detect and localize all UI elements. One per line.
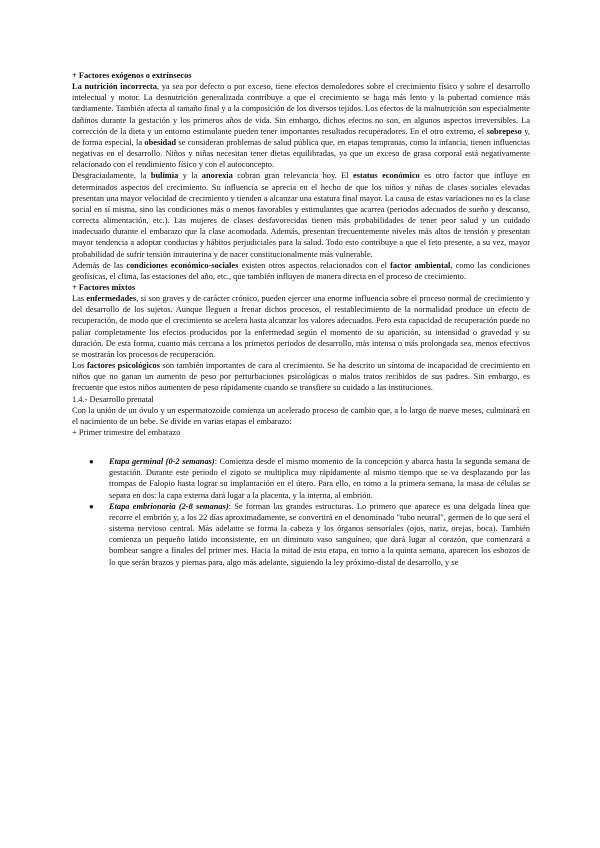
bullet-icon: ●: [89, 501, 94, 511]
paragraph-environment: Además de las condiciones económico-sociales existen otros aspectos relacionados con el factor ambiental, como las condiciones geofísicas, el clima, las estaciones del año, etc., que también influyen de manera directa en el proceso de crecimiento.: [72, 260, 531, 281]
list-item-embryonic: [72, 501, 530, 568]
stage-text-embryonic: : Se forman las grandes estructuras. Lo primero que aparece es una delgada línea que recorre el embrión y, a los 22 días aproximadamente, se convertirá en el denominado "tubo neutral", germen de lo que será el sistema nervioso central. Más adelante se forma la cabeza y los órganos sensoriales (ojos, nariz, orejas, boca). También comienza un pequeño latido inconsistente, en un diminuto vaso sanguíneo, que dará lugar al corazón, que comenzará a bombear sangre a finales del primer mes. Hacia la mitad de esta etapa, en torno a la quinta semana, aparecen los esbozos de lo que serán brazos y piernas para, algo más adelante, siguiendo la ley próximo-distal de desarrollo, y se: [109, 501, 531, 567]
term-diseases: enfermedades: [86, 294, 137, 304]
term-environmental: factor ambiental: [390, 260, 451, 270]
term-economic-status: estatus económico: [352, 171, 420, 181]
paragraph-diseases: Las enfermedades, si son graves y de carácter crónico, pueden ejercer una enorme influencia sobre el proceso normal de crecimiento y del desarrollo de los sujetos. Aunque lleguen a frenar dichos procesos, el restablecimiento de la normalidad produce un efecto de recuperación, de modo que el crecimiento se acelera hasta alcanzar los valores adecuados. Pero esta capacidad de recuperación puede no paliar completamente los efectos producidos por la enfermedad según el momento de su aparición, su intensidad o gravedad y su duración. De esta forma, cuanto más cercana a los primeros periodos de desarrollo, más intensa o más prolongada sea, menos efectivos se mostrarán los procesos de recuperación.: [72, 294, 530, 359]
list-item-germinal: [72, 456, 530, 501]
stage-title-germinal: Etapa germinal (0-2 semanas): [109, 457, 215, 467]
subheading-first-trimester: + Primer trimestre del embarazo: [72, 428, 181, 437]
paragraph-nutrition: La nutrición incorrecta, ya sea por defecto o por exceso, tiene efectos demoledores sobre el crecimiento físico y sobre el desarrollo intelectual y motor. La desnutrición generalizada contribuye a que el crecimiento se haga más lento y la pubertad comience más tardiamente. También afecta al tamaño final y a la composición de los diversos tejidos. Los efectos de la malnutrición son especialmente dañinos durante la gestación y los primeros años de vida. Sin embargo, dichos efectos no son, en algunos aspectos irreversibles. La corrección de la dieta y un entorno estimulante pueden tener importantes resultados recuperadores. En el otro extremo, el sobrepeso y, de forma especial, la obesidad se consideran problemas de salud pública que, en etapas tempranas, como la infancia, tienen influencias negativas en el desarrollo. Niños y niñas necesitan tener dietas equilibradas, ya que un exceso de grasa corporal está negativamente relacionado con el rendimiento físico y con el autoconcepto.: [72, 82, 530, 170]
paragraph-psychological: Los factores psicológicos son también importantes de cara al crecimiento. Se ha descrito un síntoma de incapacidad de crecimiento en niños que no ganan un aumento de peso por perturbaciones psicológicas o malos tratos recibidos de sus padres. Sin embargo, es frecuente que estos niños aumenten de peso rápidamente cuando se transfiere su cuidado a las instituciones.: [72, 361, 530, 393]
document-body: [72, 70, 530, 568]
spacer: [72, 438, 530, 450]
term-psychological: factores psicológicos: [87, 361, 160, 371]
paragraph-prenatal-intro: Con la unión de un óvulo y un espermatozoide comienza un acelerado proceso de cambio que, a lo largo de nueve meses, culminará en el nacimiento de un bebe. Se divide en varias etapas el embarazo:: [72, 405, 530, 426]
term-nutrition: La nutrición incorrecta: [72, 82, 157, 92]
term-bulimia: bulimia: [150, 171, 179, 181]
paragraph-economic-status: Desgraciadamente, la bulimia y la anorexia cobran gran relevancia hoy. El estatus económico es otro factor que influye en determinados aspectos del crecimiento. Su influencia se aprecia en el hecho de que los niños y niñas de clases sociales elevadas presentan una mayor velocidad de crecimiento y tienden a alcanzar una estatura final mayor. La causa de estas variaciones no es la clase social en sí misma, sino las condiciones más o menos favorables y estimulantes que acarrea (periodos adecuados de sueño y descanso, correcta alimentación, etc.). Las mujeres de clases desfavorecidas tienen más probabilidades de tener peor salud y un cuidado inadecuado durante el embarazo que la clase acomodada. Además, presentan frecuentemente niveles más altos de tensión y presentan mayor tendencia a adoptar conductas y hábitos perjudiciales para la salud. Todo esto contribuye a que el feto presente, a su vez, mayor probabilidad de sufrir tensión intrauterina y de nacer constitucionalmente más vulnerable.: [72, 171, 530, 259]
term-overweight: sobrepeso: [486, 126, 522, 136]
section-heading-prenatal: 1.4.- Desarrollo prenatal: [72, 394, 154, 404]
bullet-icon: ●: [89, 457, 94, 467]
section-heading-mixed: + Factores mixtos: [72, 282, 136, 292]
term-socioeconomic: condiciones económico-sociales: [126, 260, 239, 270]
stages-list: [72, 456, 530, 568]
term-anorexia: anorexia: [201, 171, 233, 181]
term-obesity: obesidad: [144, 137, 177, 147]
stage-text-germinal: : Comienza desde el mismo momento de la concepción y abarca hasta la segunda semana de gestación. Durante este periodo el zigoto se multiplica muy rápidamente al mismo tiempo que se va desplazando por las trompas de Falopio hasta lograr su implantación en el útero. Para ello, en torno a la primera semana, la masa de células se separa en dos: la capa externa dará lugar a la placenta, y la interna, al embrión.: [109, 457, 530, 500]
stage-title-embryonic: Etapa embrionaria (2-8 semanas): [109, 501, 229, 511]
section-heading-exogenous: + Factores exógenos o extrínsecos: [72, 71, 192, 80]
